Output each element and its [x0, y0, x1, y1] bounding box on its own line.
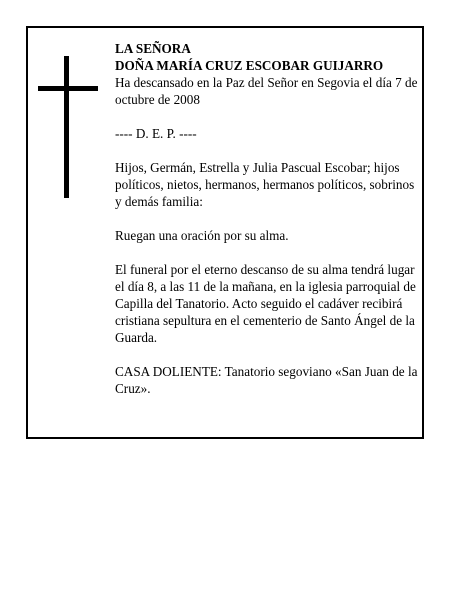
cross-icon	[38, 56, 100, 198]
death-statement: Ha descansado en la Paz del Señor en Segovia el día 7 de octubre de 2008	[115, 75, 418, 107]
deceased-name: DOÑA MARÍA CRUZ ESCOBAR GUIJARRO	[115, 58, 384, 73]
funeral-details: El funeral por el eterno descanso de su alma tendrá lugar el día 8, a las 11 de la mañana, en la iglesia parroquial de Capilla del Tanatorio. Acto seguido el cadáver recibirá cristiana sepultura en el cementerio de Santo Ángel de la Guarda.	[115, 262, 416, 345]
notice-title: LA SEÑORA	[115, 41, 191, 56]
family-list: Hijos, Germán, Estrella y Julia Pascual Escobar; hijos políticos, nietos, hermanos, hermanos políticos, sobrinos y demás familia:	[115, 160, 415, 209]
rip-line: ---- D. E. P. ----	[115, 126, 197, 141]
mourning-house: CASA DOLIENTE: Tanatorio segoviano «San Juan de la Cruz».	[115, 364, 418, 396]
prayer-request: Ruegan una oración por su alma.	[115, 228, 289, 243]
cross-vertical-bar	[64, 56, 69, 198]
cross-horizontal-bar	[38, 86, 98, 91]
notice-body	[115, 40, 420, 397]
obituary-notice	[26, 26, 424, 439]
